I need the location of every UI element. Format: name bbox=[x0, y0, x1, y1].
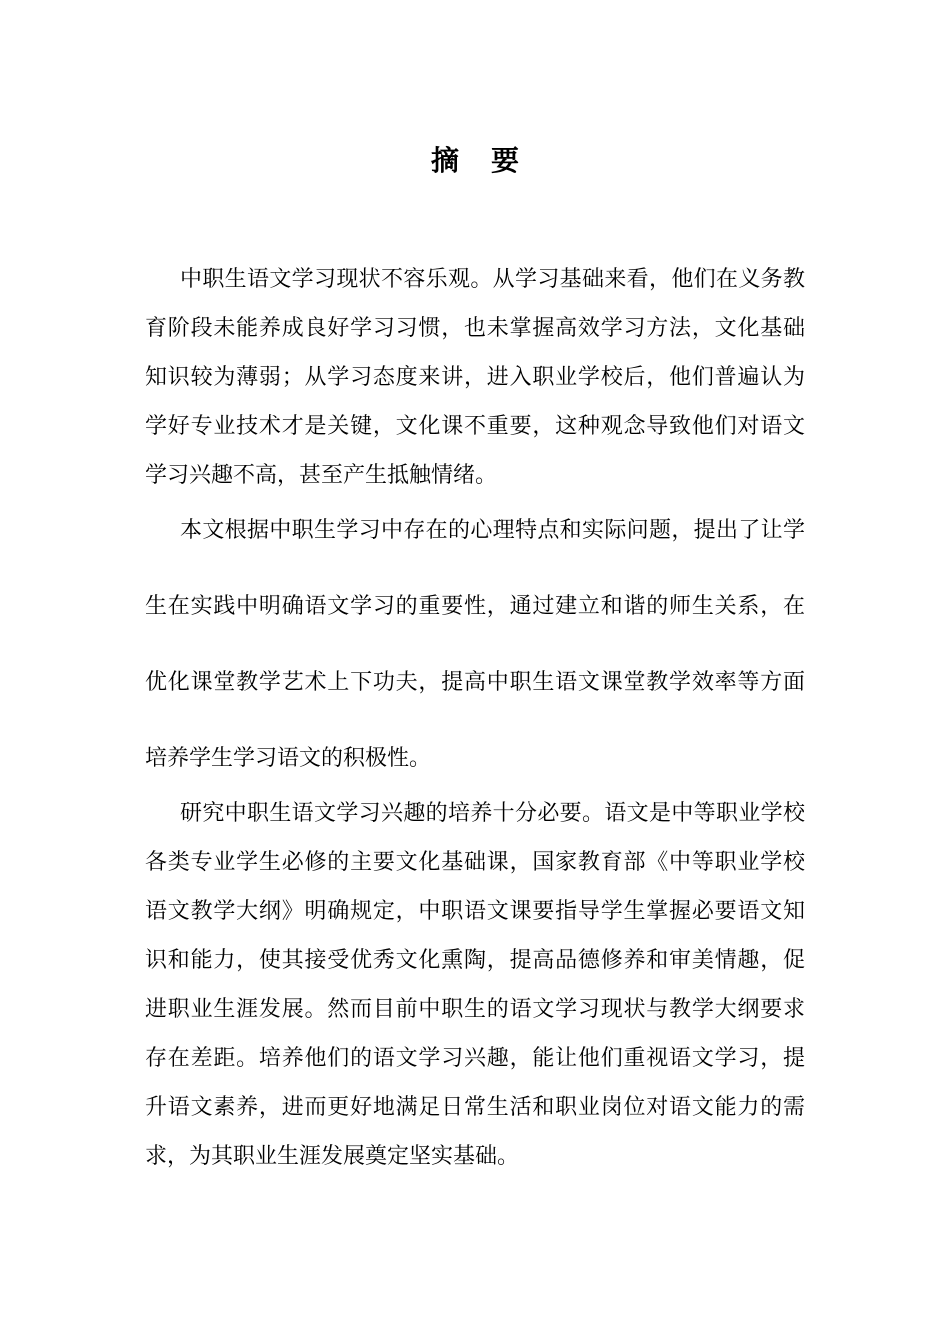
paragraph-line: 升语文素养，进而更好地满足日常生活和职业岗位对语文能力的需 bbox=[145, 1095, 805, 1120]
paragraph-line: 学习兴趣不高，甚至产生抵触情绪。 bbox=[145, 463, 498, 488]
paragraph-line: 本文根据中职生学习中存在的心理特点和实际问题，提出了让学 bbox=[180, 518, 805, 543]
paragraph-line: 育阶段未能养成良好学习习惯，也未掌握高效学习方法，文化基础 bbox=[145, 316, 805, 341]
paragraph-line: 知识较为薄弱；从学习态度来讲，进入职业学校后，他们普遍认为 bbox=[145, 365, 805, 390]
paragraph-line: 各类专业学生必修的主要文化基础课，国家教育部《中等职业学校 bbox=[145, 850, 805, 875]
paragraph-line: 存在差距。培养他们的语文学习兴趣，能让他们重视语文学习，提 bbox=[145, 1046, 805, 1071]
paragraph-line: 研究中职生语文学习兴趣的培养十分必要。语文是中等职业学校 bbox=[180, 801, 805, 826]
paragraph-line: 识和能力，使其接受优秀文化熏陶，提高品德修养和审美情趣，促 bbox=[145, 948, 805, 973]
paragraph-line: 学好专业技术才是关键，文化课不重要，这种观念导致他们对语文 bbox=[145, 414, 805, 439]
abstract-paragraph-3 bbox=[145, 796, 805, 1188]
abstract-paragraph-2 bbox=[145, 513, 805, 826]
abstract-paragraph-1 bbox=[145, 262, 805, 507]
paragraph-line: 优化课堂教学艺术上下功夫，提高中职生语文课堂教学效率等方面 bbox=[145, 670, 805, 695]
page-title: 摘要 bbox=[430, 143, 551, 177]
paragraph-line: 进职业生涯发展。然而目前中职生的语文学习现状与教学大纲要求 bbox=[145, 997, 805, 1022]
paragraph-line: 求，为其职业生涯发展奠定坚实基础。 bbox=[145, 1144, 520, 1169]
paragraph-line: 培养学生学习语文的积极性。 bbox=[145, 746, 432, 771]
paragraph-line: 生在实践中明确语文学习的重要性，通过建立和谐的师生关系，在 bbox=[145, 594, 805, 619]
paragraph-line: 语文教学大纲》明确规定，中职语文课要指导学生掌握必要语文知 bbox=[145, 899, 805, 924]
paragraph-line: 中职生语文学习现状不容乐观。从学习基础来看，他们在义务教 bbox=[180, 267, 805, 292]
